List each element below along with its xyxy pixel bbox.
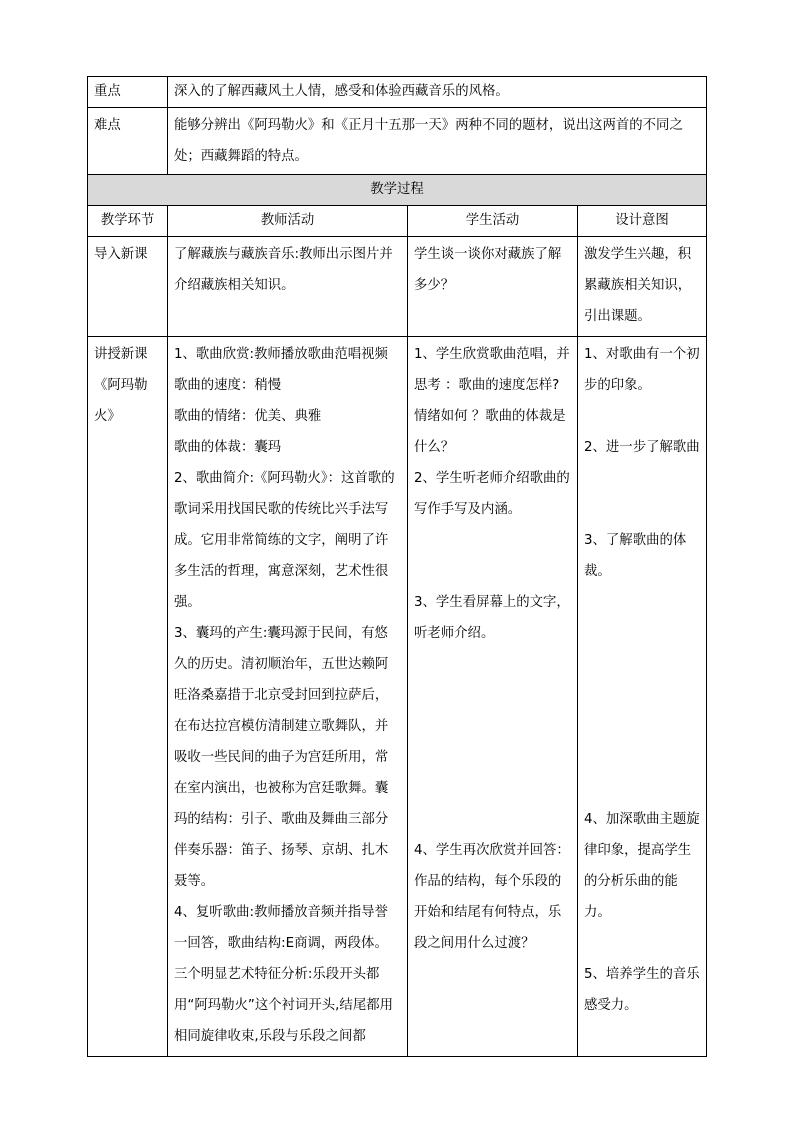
lesson-plan-table <box>87 76 707 1057</box>
teacher-step-3: 3、囊玛的产生:囊玛源于民间，有悠久的历史。清初顺治年，五世达赖阿旺洛桑嘉措于北京受封回到拉萨后，在布达拉宫模仿清制建立歌舞队，并吸收一些民间的曲子为宫廷所用，常在室内演出，也被称为宫廷歌舞。囊玛的结构：引子、歌曲及舞曲三部分伴奏乐器：笛子、扬琴、京胡、扎木聂等。 <box>174 626 389 889</box>
teacher-genre: 歌曲的体裁：囊玛 <box>174 440 282 455</box>
student-step-2: 2、学生听老师介绍歌曲的写作手写及内涵。 <box>414 471 570 517</box>
column-header-stage: 教学环节 <box>88 206 168 237</box>
lesson-teacher-cell <box>168 337 408 1057</box>
intro-student: 学生谈一谈你对藏族了解多少？ <box>408 237 578 337</box>
column-header-row <box>88 206 707 237</box>
key-point-label: 重点 <box>88 77 168 108</box>
student-step-4: 4、学生再次欣赏并回答：作品的结构，每个乐段的开始和结尾有何特点，乐段之间用什么过渡？ <box>414 843 570 951</box>
intro-stage: 导入新课 <box>88 237 168 337</box>
intent-step-1: 1、对歌曲有一个初步的印象。 <box>584 347 700 393</box>
key-point-text: 深入的了解西藏风土人情，感受和体验西藏音乐的风格。 <box>168 77 707 108</box>
lesson-student-cell <box>408 337 578 1057</box>
student-step-3: 3、学生看屏幕上的文字，听老师介绍。 <box>414 595 570 641</box>
lesson-stage: 讲授新课《阿玛勒火》 <box>88 337 168 1057</box>
difficulty-label: 难点 <box>88 108 168 175</box>
lesson-intent-cell <box>578 337 707 1057</box>
column-header-student: 学生活动 <box>408 206 578 237</box>
intent-step-3: 3、了解歌曲的体裁。 <box>584 533 687 579</box>
process-title-row <box>88 175 707 206</box>
teacher-speed: 歌曲的速度：稍慢 <box>174 378 282 393</box>
intent-step-2: 2、进一步了解歌曲 <box>584 440 700 455</box>
teacher-mood: 歌曲的情绪：优美、典雅 <box>174 409 322 424</box>
intent-step-4: 4、加深歌曲主题旋律印象，提高学生的分析乐曲的能力。 <box>584 812 700 920</box>
difficulty-text: 能够分辨出《阿玛勒火》和《正月十五那一天》两种不同的题材，说出这两首的不同之处；西藏舞蹈的特点。 <box>168 108 707 175</box>
process-title: 教学过程 <box>88 175 707 206</box>
teacher-step-2: 2、歌曲简介:《阿玛勒火》：这首歌的歌词采用找国民歌的传统比兴手法写成。它用非常简练的文字，阐明了许多生活的哲理，寓意深刻，艺术性很强。 <box>174 471 395 610</box>
teacher-step-1: 1、歌曲欣赏:教师播放歌曲范唱视频 <box>174 347 388 362</box>
column-header-intent: 设计意图 <box>578 206 707 237</box>
intro-row <box>88 237 707 337</box>
intro-teacher: 了解藏族与藏族音乐:教师出示图片并介绍藏族相关知识。 <box>168 237 408 337</box>
key-point-row <box>88 77 707 108</box>
lesson-row <box>88 337 707 1057</box>
column-header-teacher: 教师活动 <box>168 206 408 237</box>
student-step-1: 1、学生欣赏歌曲范唱，并思考 ：歌曲的速度怎样?情绪如何 ？歌曲的体裁是什么？ <box>414 347 570 455</box>
intro-intent: 激发学生兴趣，积累藏族相关知识，引出课题。 <box>578 237 707 337</box>
intent-step-5: 5、培养学生的音乐感受力。 <box>584 967 700 1013</box>
difficulty-row <box>88 108 707 175</box>
teacher-step-4: 4、复听歌曲:教师播放音频并指导誉一回答，歌曲结构:E商调，两段体。三个明显艺术特征分析:乐段开头都用“阿玛勒火”这个衬词开头,结尾都用相同旋律收束,乐段与乐段之间都 <box>174 905 393 1044</box>
